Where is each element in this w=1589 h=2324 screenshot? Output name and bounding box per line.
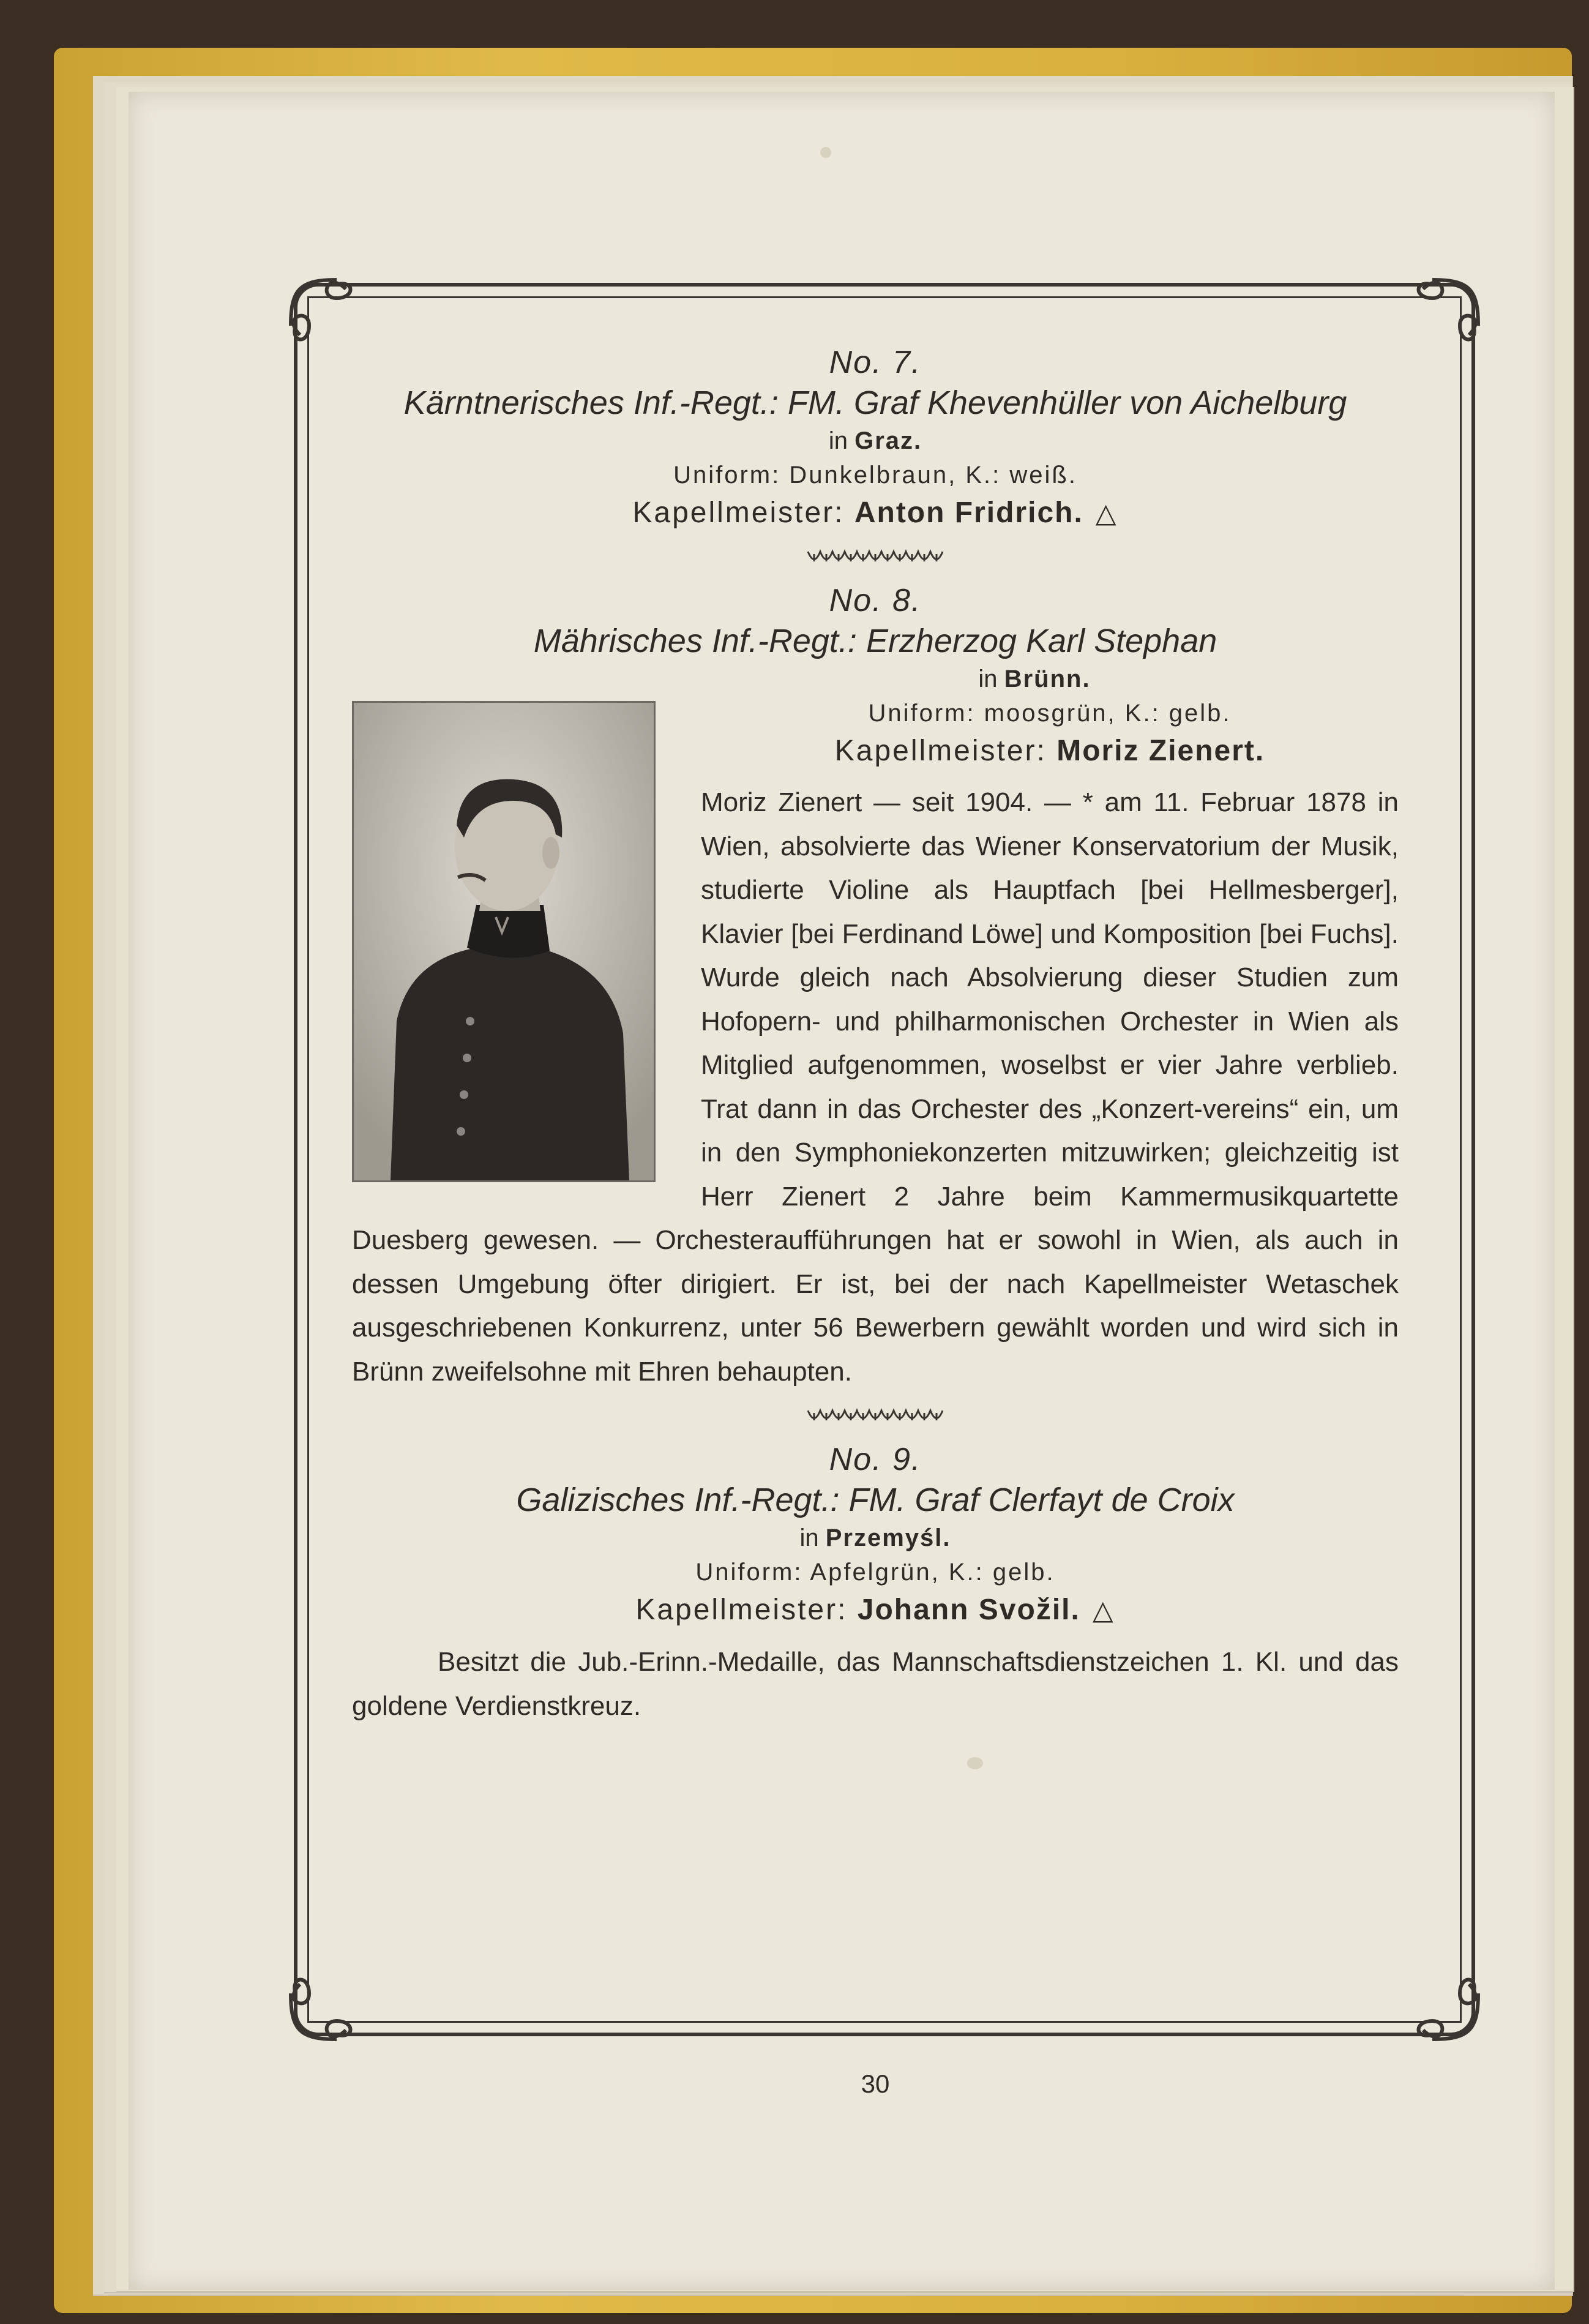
entry-no-7: [352, 343, 1399, 534]
location-line: [670, 662, 1399, 696]
location-name: Brünn.: [1004, 665, 1091, 692]
kapellmeister-name: Anton Fridrich.: [854, 497, 1083, 529]
entry-no-9: [352, 1440, 1399, 1728]
kapellmeister-line: [352, 492, 1399, 534]
kapellmeister-name: Johann Svožil.: [857, 1594, 1080, 1626]
kapellmeister-name: Moriz Zienert.: [1056, 735, 1265, 767]
location-name: Graz.: [854, 427, 922, 454]
regiment-title: Kärntnerisches Inf.-Regt.: FM. Graf Khevenhüller von Aichelburg: [403, 384, 1347, 421]
portrait-photo: [352, 701, 656, 1182]
location-line: [352, 424, 1399, 458]
note-text: Besitzt die Jub.-Erinn.-Medaille, das Mannschaftsdienstzeichen 1. Kl. und das goldene Verdienstkreuz.: [352, 1647, 1399, 1721]
page-number: 30: [861, 2069, 890, 2098]
kapellmeister-label: Kapellmeister:: [635, 1594, 848, 1626]
entry-number: No. 9.: [829, 1442, 922, 1477]
location-prefix: in: [799, 1524, 819, 1551]
entry-number: No. 7.: [829, 345, 922, 380]
location-prefix: in: [978, 665, 998, 692]
entry-8-header-right: [352, 662, 1399, 696]
location-name: Przemyśl.: [825, 1524, 951, 1551]
entry-number: No. 8.: [829, 583, 922, 618]
kapellmeister-label: Kapellmeister:: [834, 735, 1047, 767]
paper-spot: [820, 147, 831, 158]
kapellmeister-line: [352, 1589, 1399, 1632]
uniform-line: Uniform: Apfelgrün, K.: gelb.: [695, 1559, 1055, 1586]
kapellmeister-label: Kapellmeister:: [632, 497, 845, 529]
entry-no-8: [352, 581, 1399, 1393]
regiment-title: Mährisches Inf.-Regt.: Erzherzog Karl Stephan: [533, 623, 1217, 659]
location-line: [352, 1521, 1399, 1555]
uniform-line: Uniform: moosgrün, K.: gelb.: [868, 700, 1232, 727]
ornament-divider-icon: [802, 1404, 949, 1429]
portrait-illustration: [354, 703, 654, 1180]
location-prefix: in: [828, 427, 848, 454]
biography-text: Moriz Zienert — seit 1904. — * am 11. Februar 1878 in Wien, absolvierte das Wiener Konservatorium der Musik, studierte Violine als Hauptfach [bei Hellmesberger], Klavier [bei Ferdinand Löwe] und Komposition [bei Fuchs]. Wurde gleich nach Absolvierung dieser Studien zum Hofopern- und philharmonischen Orchester in Wien als Mitglied aufgenommen, woselbst er vier Jahre verblieb. Trat dann in das Orchester des „Konzert-vereins“ ein, um in den Symphoniekonzerten mitzuwirken; gleichzeitig ist Herr Zienert 2 Jahre beim Kammermusikquartette Duesberg gewesen. — Orchesteraufführungen hat er sowohl in Wien, als auch in dessen Umgebung öfter dirigiert. Er ist, bei der nach Kapellmeister Wetaschek ausgeschriebenen Konkurrenz, unter 56 Bewerbern gewählt worden und wird sich in Brünn zweifelsohne mit Ehren behaupten.: [352, 787, 1399, 1387]
regiment-title: Galizisches Inf.-Regt.: FM. Graf Clerfayt de Croix: [516, 1482, 1235, 1518]
triangle-symbol-icon: △: [1095, 498, 1118, 528]
triangle-symbol-icon: △: [1092, 1595, 1115, 1625]
ornament-divider-icon: [802, 545, 949, 570]
uniform-line: Uniform: Dunkelbraun, K.: weiß.: [673, 462, 1077, 489]
page-content: [352, 343, 1399, 1996]
